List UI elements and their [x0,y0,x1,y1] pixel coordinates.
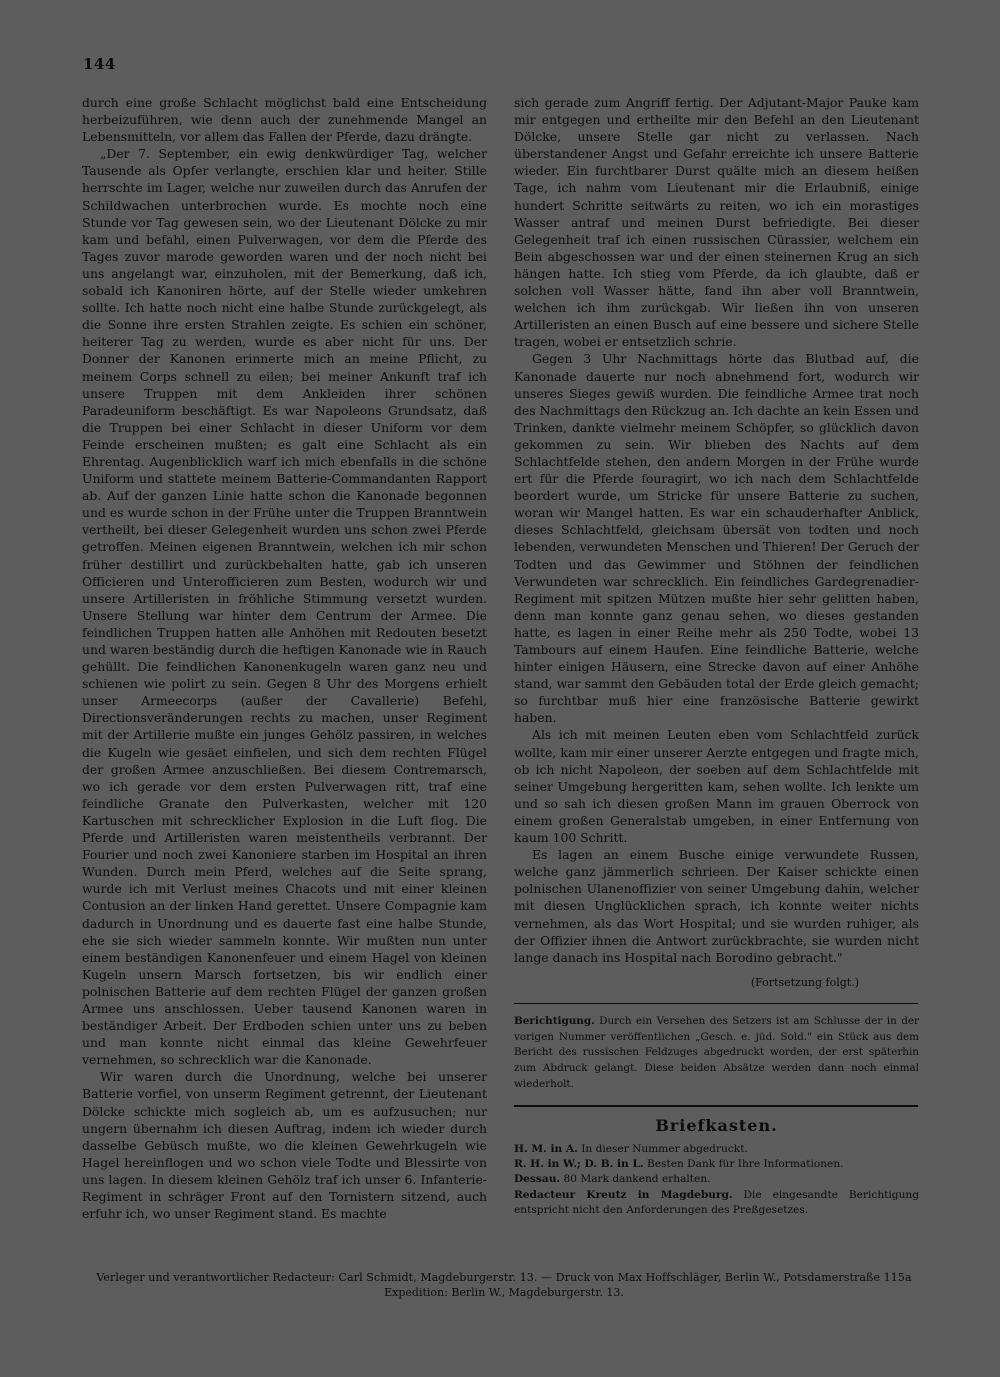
right-paragraph-2: Gegen 3 Uhr Nachmittags hörte das Blutbad auf, die Kanonade dauerte nur noch abnehmend fort, wodurch wir unseres Sieges gewiß wurden. Die feindliche Armee trat noch des Nachmittags den Rückzug an. Ich dachte an kein Essen und Trinken, dankte vielmehr meinem Schöpfer, so glücklich davon gekommen zu sein. Wir blieben des Nachts auf dem Schlachtfelde stehen, den andern Morgen in der Frühe wurde ert für die Pferde fouragirt, wo ich nach dem Schlachtfelde beordert wurde, um Stricke für unsere Batterie zu suchen, woran wir Mangel hatten. Es war ein schauderhafter Anblick, dieses Schlachtfeld, gleichsam übersät von todten und noch lebenden, verwundeten Menschen und Thieren! Der Geruch der Todten und das Gewimmer und Stöhnen der feindlichen Verwundeten war schrecklich. Ein feindliches Gardegrenadier-Regiment mit spitzen Mützen mußte hier sehr gelitten haben, denn man konnte ganz genau sehen, wo dieses gestanden hatte, es lagen in einer Reihe mehr als 250 Todte, wobei 13 Tambours auf einem Haufen. Eine feindliche Batterie, welche hinter einigen Häusern, eine Strecke davon auf einer Anhöhe stand, war sammt den Gebäuden total der Erde gleich gemacht; so furchtbar muß hier eine französische Batterie gewirkt haben. [514,351,919,726]
right-column [514,94,919,1218]
briefkasten-reply: Besten Dank für Ihre Informationen. [646,1158,844,1171]
briefkasten-title: Briefkasten. [655,1115,778,1135]
briefkasten-entry [514,1188,919,1218]
briefkasten-recipient: Dessau. [514,1173,561,1186]
briefkasten-entry [514,1142,919,1157]
left-paragraph-1: durch eine große Schlacht möglichst bald eine Entscheidung herbeizuführen, wie denn auch der zunehmende Mangel an Lebensmitteln, vor allem das Fallen der Pferde, dazu drängte. [82,95,487,145]
briefkasten-recipient: R. H. in W.; D. B. in L. [514,1158,644,1171]
divider [514,1105,918,1107]
correction-heading: Berichtigung. [514,1014,595,1027]
briefkasten-reply: Die eingesandte Berichtigung entspricht nicht den Anforderungen des Preßgesetzes. [514,1188,920,1216]
continued-note: (Fortsetzung folgt.) [750,975,859,989]
correction-notice [514,1014,919,1093]
briefkasten-recipient: Redacteur Kreutz in Magdeburg. [514,1188,733,1201]
page-number: 144 [83,55,116,73]
briefkasten-entry [514,1172,919,1187]
imprint-footer [84,1270,924,1300]
left-paragraph-3: Wir waren durch die Unordnung, welche bei unserer Batterie vorfiel, von unserm Regiment getrennt, der Lieutenant Dölcke schickte mich sogleich ab, um es aufzusuchen; nur ungern übernahm ich diesen Auftrag, indem ich wieder durch dasselbe Gebüsch mußte, wo die kleinen Gewehrkugeln wie Hagel hereinflogen und wo schon viele Todte und Blessirte von uns lagen. In diesem kleinen Gehölz traf ich unser 6. Infanterie-Regiment in schräger Front auf den Tornistern sitzend, auch erfuhr ich, wo unser Regiment stand. Es machte [82,1069,487,1222]
briefkasten-recipient: H. M. in A. [514,1142,578,1155]
imprint-expedition: Expedition: Berlin W., Magdeburgerstr. 13. [384,1286,624,1299]
imprint-publisher: Verleger und verantwortlicher Redacteur: Carl Schmidt, Magdeburgerstr. 13. — Druck von Max Hoffschläger, Berlin W., Potsdamerstraße 115a [96,1271,912,1284]
right-paragraph-4: Es lagen an einem Busche einige verwundete Russen, welche ganz jämmerlich schrieen. Der Kaiser schickte einen polnischen Ulanenoffizier von seiner Umgebung dahin, welcher mit diesen Unglücklichen sprach, ich konnte weiter nichts vernehmen, als das Wort Hospital; und sie wurden ruhiger, als der Offizier ihnen die Antwort zurückbrachte, sie wurden nicht lange danach ins Hospital nach Borodino gebracht." [514,847,919,965]
right-paragraph-3: Als ich mit meinen Leuten eben vom Schlachtfeld zurück wollte, kam mir einer unserer Aerzte entgegen und fragte mich, ob ich nicht Napoleon, der soeben auf dem Schlachtfelde mit seiner Umgebung hergeritten kam, sehen wollte. Ich lenkte um und so sah ich diesen großen Mann im grauen Oberrock von einem großen Generalstab umgeben, in einer Entfernung von kaum 100 Schritt. [514,727,919,846]
briefkasten-reply: 80 Mark dankend erhalten. [563,1173,711,1186]
divider [514,1003,918,1004]
briefkasten-reply: In dieser Nummer abgedruckt. [581,1142,748,1155]
right-paragraph-1: sich gerade zum Angriff fertig. Der Adjutant-Major Pauke kam mir entgegen und ertheilte mir den Befehl an den Lieutenant Dölcke, unsere Stelle gar nicht zu verlassen. Nach überstandener Angst und Gefahr erreichte ich unsere Batterie wieder. Ein furchtbarer Durst quälte mich an diesem heißen Tage, ich nahm vom Lieutenant mir die Erlaubniß, einige hundert Schritte seitwärts zu reiten, wo ich ein morastiges Wasser antraf und meinen Durst befriedigte. Bei dieser Gelegenheit traf ich einen russischen Cürassier, welchem ein Bein abgeschossen war und der einen steinernen Krug an sich hängen hatte. Ich stieg vom Pferde, da ich glaubte, daß er solchen voll Wasser hätte, fand ihn aber voll Branntwein, welchen ich ihm zurückgab. Wir ließen ihn von unseren Artilleristen an einen Busch auf eine bessere und sichere Stelle tragen, wobei er entsetzlich schrie. [514,95,919,350]
briefkasten-entry [514,1157,919,1172]
left-paragraph-2: „Der 7. September, ein ewig denkwürdiger Tag, welcher Tausende als Opfer verlangte, erschien klar und heiter. Stille herrschte im Lager, welche nur zuweilen durch das Anrufen der Schildwachen unterbrochen wurde. Es mochte noch eine Stunde vor Tag gewesen sein, wo der Lieutenant Dölcke zu mir kam und befahl, einen Pulverwagen, vor dem die Pferde des Tages zuvor marode geworden waren und der noch nicht bei uns angelangt war, einzuholen, mit der Bemerkung, daß ich, sobald ich Kanoniren hörte, auf der Stelle wieder umkehren sollte. Ich hatte noch nicht eine halbe Stunde zurückgelegt, als die Sonne ihre ersten Strahlen zeigte. Es schien ein schöner, heiterer Tag zu werden, wurde es aber nicht für uns. Der Donner der Kanonen erinnerte mich an meine Pflicht, zu meinem Corps schnell zu eilen; bei meiner Ankunft traf ich unsere Truppen mit dem Ankleiden ihrer schönen Paradeuniform beschäftigt. Es war Napoleons Grundsatz, daß die Truppen bei einer Schlacht in dieser Uniform vor dem Feinde erscheinen mußten; es galt eine Schlacht als ein Ehrentag. Augenblicklich warf ich mich ebenfalls in die schöne Uniform und stattete meinem Batterie-Commandanten Rapport ab. Auf der ganzen Linie hatte schon die Kanonade begonnen und es wurde schon in der Frühe unter die Truppen Branntwein vertheilt, bei dieser Gelegenheit wurden uns schon zwei Pferde getroffen. Meinen eigenen Branntwein, welchen ich mir schon früher destillirt und zurückbehalten hatte, gab ich unseren Officieren und Unterofficieren zum Besten, wodurch wir und unsere Artilleristen in fröhliche Stimmung versetzt wurden. Unsere Stellung war hinter dem Centrum der Armee. Die feindlichen Truppen hatten alle Anhöhen mit Redouten besetzt und waren beständig durch die heftigen Kanonade wie in Rauch gehüllt. Die feindlichen Kanonenkugeln waren ganz neu und schienen wie polirt zu sein. Gegen 8 Uhr des Morgens erhielt unser Armeecorps (außer der Cavallerie) Befehl, Directionsveränderungen rechts zu machen, unser Regiment mit der Artillerie mußte ein junges Gehölz passiren, in welches die Kugeln wie gesäet einfielen, und sich dem rechten Flügel der großen Armee anzuschließen. Bei diesem Contremarsch, wo ich gerade vor dem ersten Pulverwagen ritt, traf eine feindliche Granate den Pulverkasten, welcher mit 120 Kartuschen mit schrecklicher Explosion in die Luft flog. Die Pferde und Artilleristen waren meistentheils verbrannt. Der Fourier und noch zwei Kanoniere starben im Hospital an ihren Wunden. Durch mein Pferd, welches auf die Seite sprang, wurde ich mit Verlust meines Chacots und mit einer kleinen Contusion an der linken Hand gerettet. Unsere Compagnie kam dadurch in Unordnung und es dauerte fast eine halbe Stunde, ehe sie sich wieder sammeln konnte. Wir mußten nun unter einem beständigen Kanonenfeuer und einem Hagel von kleinen Kugeln unsern Marsch fortsetzen, bis wir endlich einer polnischen Batterie auf dem rechten Flügel der ganzen großen Armee uns anschlossen. Ueber tausend Kanonen waren in beständiger Arbeit. Der Erdboden schien unter uns zu beben und man konnte nicht einmal das kleine Gewehrfeuer vernehmen, so schrecklich war die Kanonade. [82,146,487,1068]
correction-text: Durch ein Versehen des Setzers ist am Schlusse der in der vorigen Nummer veröffentlichen „Gesch. e. jüd. Sold." ein Stück aus dem Bericht des russischen Feldzuges abgedruckt worden, der erst späterhin zum Abdruck gelangt. Diese beiden Absätze werden dann noch einmal wiederholt. [514,1014,919,1091]
left-column [82,94,487,1222]
